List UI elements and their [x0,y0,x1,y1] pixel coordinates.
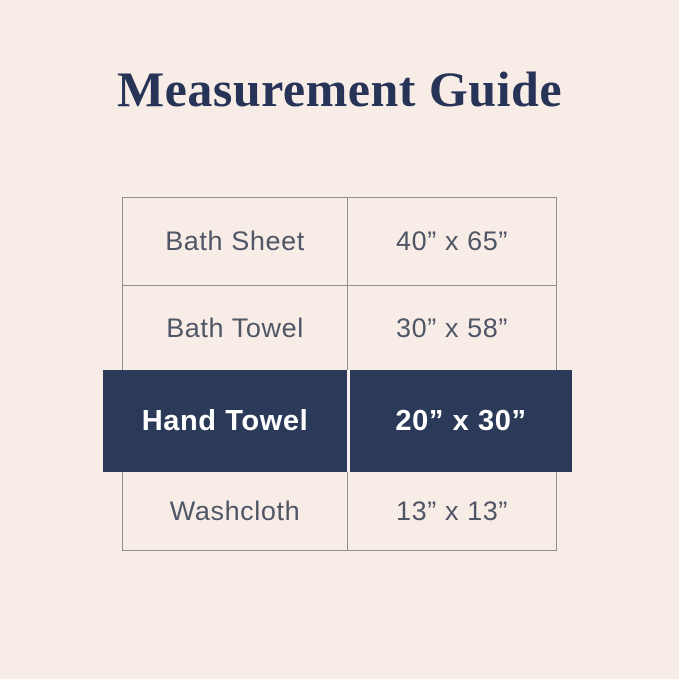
item-size: 13” x 13” [396,495,508,526]
page-title: Measurement Guide [116,61,563,117]
size-table [122,197,557,551]
table-row-bath-sheet [123,198,556,286]
item-label: Bath Towel [123,286,348,370]
item-label: Bath Sheet [123,198,348,285]
table-row-washcloth [123,472,556,550]
item-label-highlighted: Hand Towel [141,404,309,437]
item-label: Washcloth [123,472,348,550]
table-row-bath-towel [123,286,556,370]
item-size: 40” x 65” [396,226,508,256]
item-size: 30” x 58” [396,312,508,343]
table-row-hand-towel-highlighted [103,370,572,472]
item-size-highlighted: 20” x 30” [395,404,527,437]
